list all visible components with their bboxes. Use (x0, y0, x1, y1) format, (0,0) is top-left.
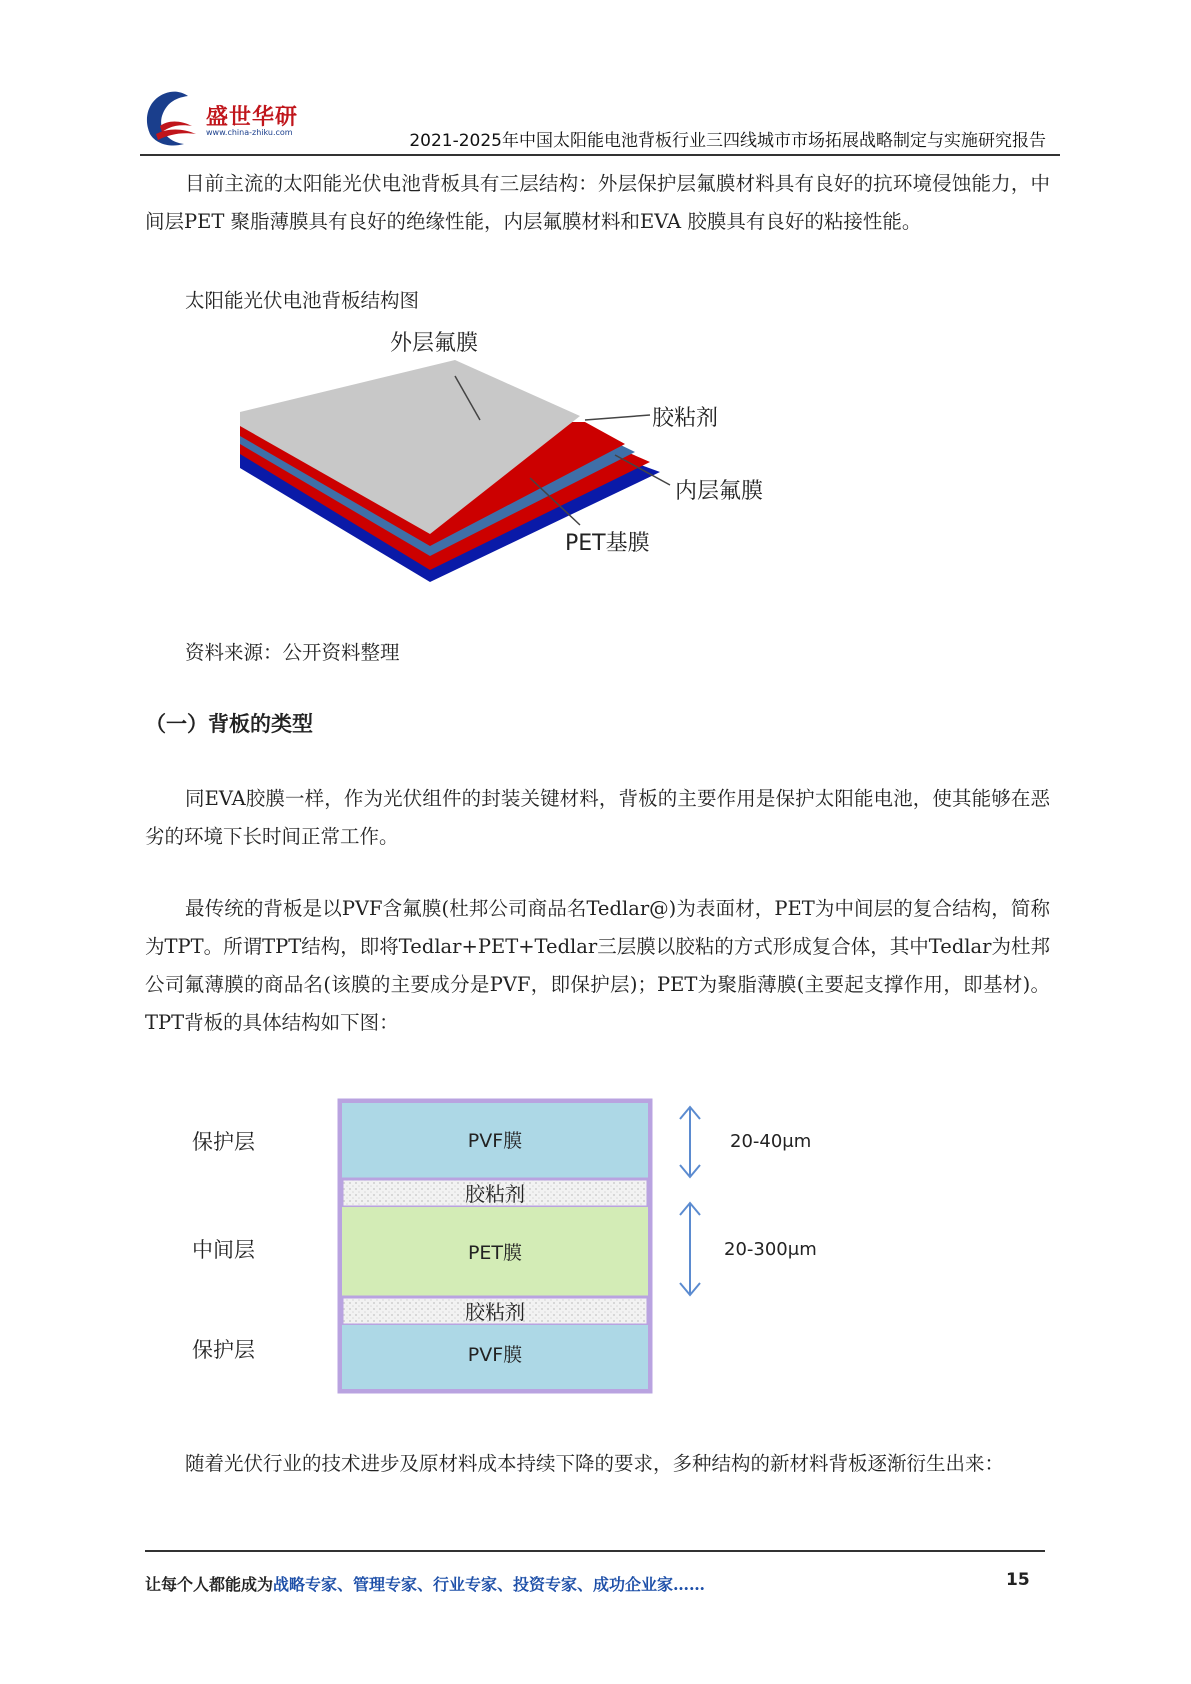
logo-url: www.china-zhiku.com (206, 128, 293, 137)
page-number: 15 (1006, 1570, 1030, 1590)
footer-prefix: 让每个人都能成为 (145, 1575, 274, 1594)
footer-highlight: 战略专家、管理专家、行业专家、投资专家、成功企业家…… (273, 1575, 706, 1594)
paragraph-new-materials: 随着光伏行业的技术进步及原材料成本持续下降的要求，多种结构的新材料背板逐渐衍生出来： (185, 1452, 1005, 1475)
page-header (140, 80, 1060, 156)
section-heading: （一）背板的类型 (145, 712, 313, 736)
backsheet-structure-figure (230, 320, 830, 600)
footer-divider (145, 1550, 1045, 1552)
layer-label-adhesive-bottom: 胶粘剂 (465, 1300, 525, 1324)
paragraph-eva: 同EVA胶膜一样，作为光伏组件的封装关键材料，背板的主要作用是保护太阳能电池，使其能够在恶劣的环境下长时间正常工作。 (145, 787, 1050, 848)
dimension-label-bottom: 20-300μm (724, 1239, 817, 1260)
label-pet-base: PET基膜 (565, 531, 650, 556)
tpt-structure-figure (180, 1085, 880, 1405)
left-label-middle: 中间层 (192, 1238, 255, 1262)
label-inner-fluoro: 内层氟膜 (675, 479, 764, 504)
label-adhesive: 胶粘剂 (652, 406, 719, 431)
layer-label-pvf-top: PVF膜 (467, 1130, 523, 1152)
logo-text: 盛世华研 (206, 105, 299, 130)
report-title: 2021-2025年中国太阳能电池背板行业三四线城市市场拓展战略制定与实施研究报告 (409, 131, 1046, 151)
dimension-arrow-bottom (680, 1203, 700, 1295)
footer-slogan (145, 1572, 705, 1595)
left-label-protect-top: 保护层 (192, 1130, 255, 1154)
dimension-arrow-top (680, 1107, 700, 1177)
header-divider (140, 154, 1060, 156)
figure1-source: 资料来源：公开资料整理 (185, 641, 400, 664)
layer-label-pet: PET膜 (467, 1242, 523, 1264)
layer-label-adhesive-top: 胶粘剂 (465, 1182, 525, 1206)
paragraph-intro: 目前主流的太阳能光伏电池背板具有三层结构：外层保护层氟膜材料具有良好的抗环境侵蚀能力，中间层PET 聚脂薄膜具有良好的绝缘性能，内层氟膜材料和EVA 胶膜具有良好的粘接性能。 (145, 172, 1050, 233)
label-outer-fluoro: 外层氟膜 (390, 331, 479, 356)
paragraph-tpt: 最传统的背板是以PVF含氟膜(杜邦公司商品名Tedlar@)为表面材，PET为中间层的复合结构，简称为TPT。所谓TPT结构，即将Tedlar+PET+Tedlar三层膜以胶粘的方式形成复合体，其中Tedlar为杜邦公司氟薄膜的商品名(该膜的主要成分是PVF，即保护层)；PET为聚脂薄膜(主要起支撑作用，即基材)。TPT背板的具体结构如下图： (145, 897, 1050, 1034)
layer-label-pvf-bottom: PVF膜 (467, 1344, 523, 1366)
figure1-caption: 太阳能光伏电池背板结构图 (185, 289, 420, 312)
dimension-label-top: 20-40μm (730, 1131, 812, 1152)
left-label-protect-bottom: 保护层 (192, 1338, 255, 1362)
